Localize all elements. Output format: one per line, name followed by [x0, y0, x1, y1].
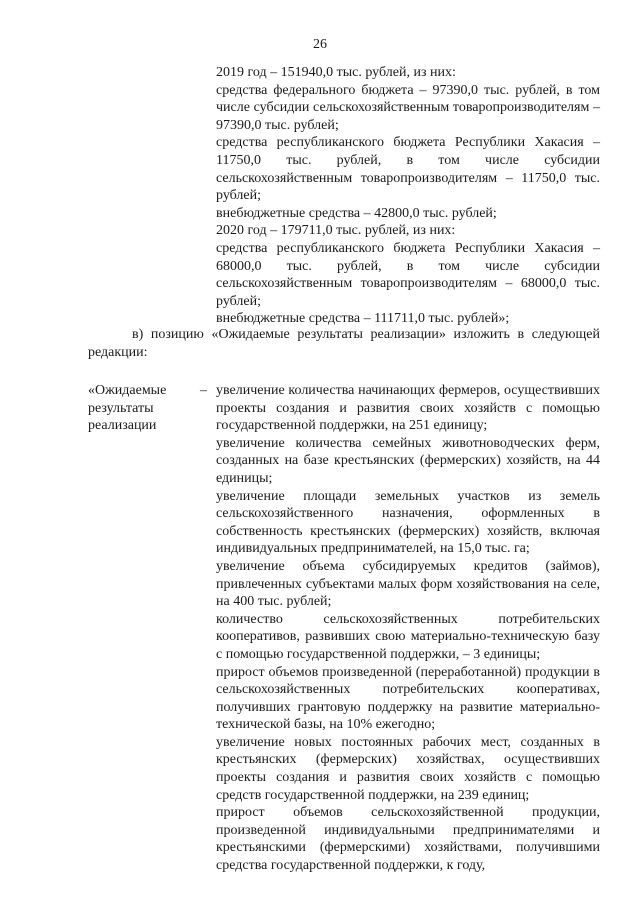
page-number: 26: [313, 37, 327, 52]
result-item: увеличение количества семейных животноводческих ферм, созданных на базе крестьянских (фермерских) хозяйств, на 44 единицы;: [216, 435, 600, 486]
result-item: увеличение площади земельных участков из земель сельскохозяйственного назначения, оформленных в собственность крестьянских (фермерских) хозяйств, включая индивидуальных предпринимателей, на 15,0 тыс. га;: [216, 488, 600, 557]
funding-line: 2020 год – 179711,0 тыс. рублей, из них:: [216, 223, 456, 239]
results-label-line: «Ожидаемые: [88, 383, 167, 398]
results-label-line: результаты: [88, 400, 154, 416]
section-intro: в) позицию «Ожидаемые результаты реализации» изложить в следующей редакции:: [88, 327, 600, 360]
result-item: увеличение объема субсидируемых кредитов (займов), привлеченных субъектами малых форм хозяйствования на селе, на 400 тыс. рублей;: [216, 558, 600, 610]
result-item: количество сельскохозяйственных потребительских кооперативов, развивших свою материально-техническую базу с помощью государственной поддержки, – 3 единицы;: [216, 611, 600, 662]
funding-line: средства федерального бюджета – 97390,0 тыс. рублей, в том числе субсидии сельскохозяйственным товаропроизводителям – 97390,0 тыс. рублей;: [216, 82, 600, 133]
funding-line: средства республиканского бюджета Республики Хакасия – 68000,0 тыс. рублей, в том числе субсидии сельскохозяйственным товаропроизводителям – 68000,0 тыс. рублей;: [216, 240, 600, 309]
result-item: прирост объемов сельскохозяйственной продукции, произведенной индивидуальными предпринимателями и крестьянскими (фермерскими) хозяйствами, получившими средства государственной поддержки, к году,: [216, 805, 600, 874]
label-dash: –: [200, 383, 207, 398]
result-item: увеличение новых постоянных рабочих мест, созданных в крестьянских (фермерских) хозяйствах, осуществивших проекты создания и развития своих хозяйств с помощью средств государственной поддержки, на 239 единиц;: [216, 734, 600, 803]
funding-line: внебюджетные средства – 111711,0 тыс. рублей»;: [216, 311, 510, 327]
funding-line: 2019 год – 151940,0 тыс. рублей, из них:: [216, 65, 456, 80]
result-item: прирост объемов произведенной (переработанной) продукции в сельскохозяйственных потребительских кооперативах, получивших грантовую поддержку на развитие материально-технической базы, на 10% ежегодно;: [216, 664, 600, 733]
funding-block: [216, 64, 600, 328]
funding-line: средства республиканского бюджета Республики Хакасия – 11750,0 тыс. рублей, в том числе субсидии сельскохозяйственным товаропроизводителям – 11750,0 тыс. рублей;: [216, 135, 600, 204]
results-label: [88, 382, 188, 435]
results-label-line: реализации: [88, 418, 157, 434]
results-list: [216, 382, 600, 875]
funding-line: внебюджетные средства – 42800,0 тыс. рублей;: [216, 205, 497, 221]
result-item: увеличение количества начинающих фермеров, осуществивших проекты создания и развития своих хозяйств с помощью государственной поддержки, на 251 единицу;: [216, 383, 600, 434]
